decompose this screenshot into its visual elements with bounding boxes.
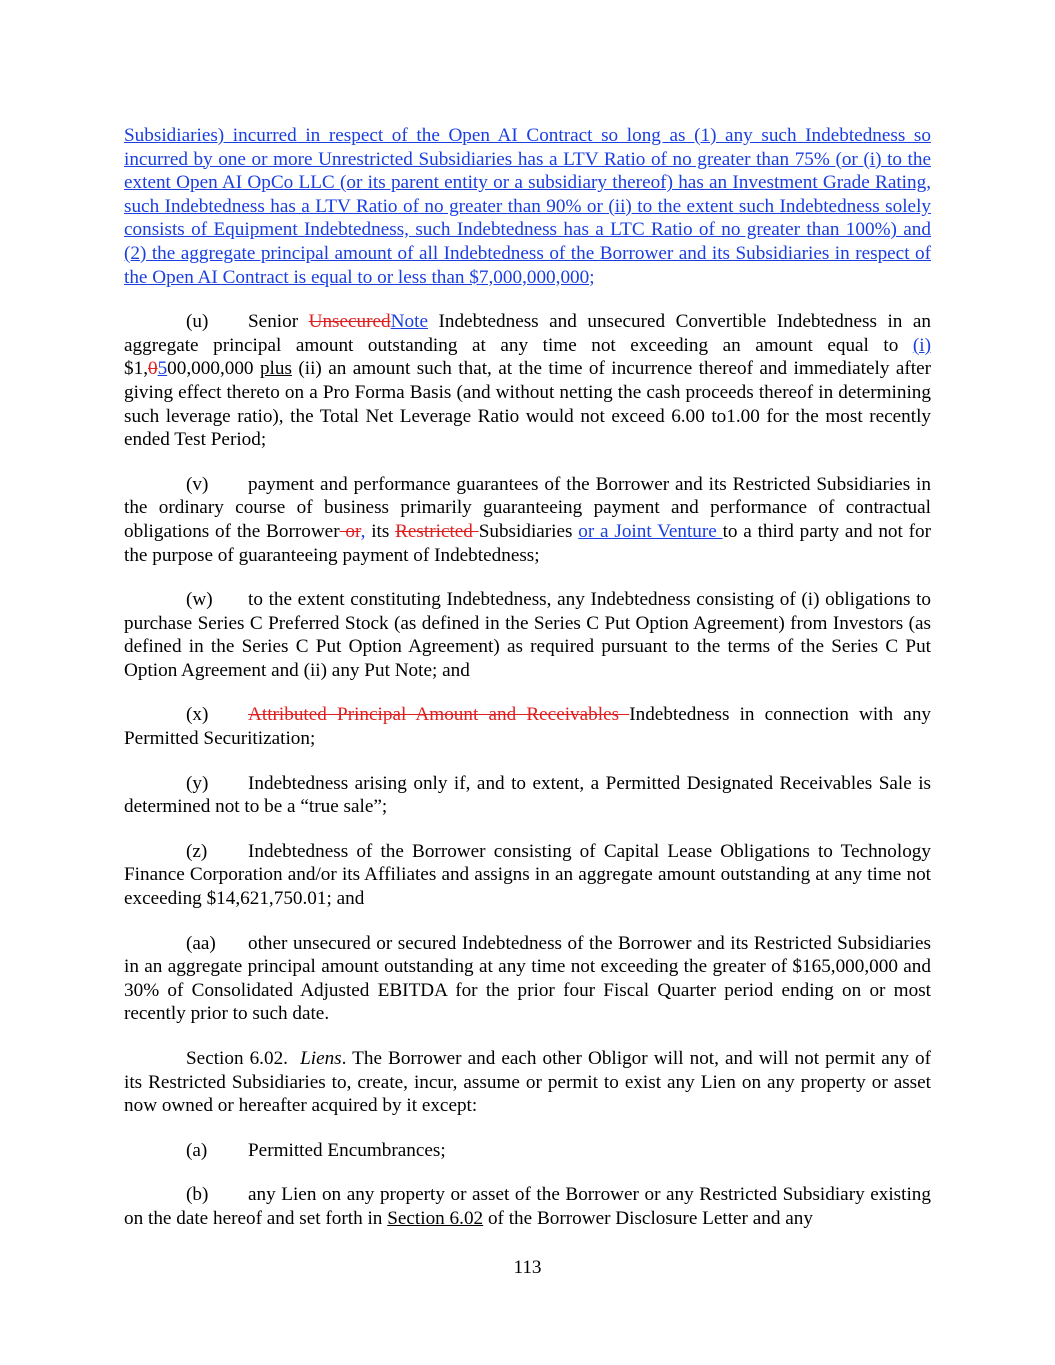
deleted-text: Restricted	[395, 520, 479, 542]
clause-label: (b)	[186, 1184, 209, 1206]
inserted-text: Subsidiaries) incurred in respect of the Open AI Contract so long as (1) any such Indebtedness so incurred by one or more Unrestricted Subsidiaries has a LTV Ratio of no greater than 75% (or (i) to the extent Open AI OpCo LLC (or its parent entity or a subsidiary thereof) has an Investment Grade Rating, such Indebtedness has a LTV Ratio of no greater than 90% or (ii) to the extent such Indebtedness solely consists of Equipment Indebtedness, such Indebtedness has a LTC Ratio of no greater than 100%) and (2) the aggregate principal amount of all Indebtedness of the Borrower and its Subsidiaries in respect of the Open AI Contract is equal to or less than $7,000,000,000;	[124, 125, 931, 288]
clause-a	[124, 1139, 931, 1163]
inserted-text: 5	[157, 358, 168, 380]
deleted-text: Unsecured	[308, 311, 391, 333]
inserted-text: (i)	[912, 334, 931, 356]
deleted-text: or	[339, 520, 361, 542]
clause-z	[124, 840, 931, 911]
clause-text: to the extent constituting Indebtedness, any Indebtedness consisting of (i) obligations to purchase Series C Preferred Stock (as defined in the Series C Put Option Agreement) from Investors (as defined in the Series C Put Option Agreement) as required pursuant to the terms of the Series C Put Option Agreement and (ii) any Put Note; and	[124, 589, 931, 681]
clause-w	[124, 588, 931, 682]
deleted-text: Attributed Principal Amount and Receivables	[248, 704, 630, 726]
clause-label: (x)	[186, 704, 209, 726]
clause-text: (ii) an amount such that, at the time of incurrence thereof and immediately after giving effect thereto on a Pro Forma Basis (and without netting the cash proceeds thereof in determining such leverage ratio), the Total Net Leverage Ratio would not exceed 6.00 to1.00 for the most recently ended Test Period;	[124, 358, 932, 451]
clause-u	[124, 310, 931, 452]
section-6-02	[124, 1047, 931, 1118]
clause-text: Indebtedness and unsecured Convertible Indebtedness in an aggregate principal amount outstanding at any time not exceeding an amount equal to	[124, 311, 931, 356]
underlined-text: plus	[259, 358, 292, 380]
inserted-text: Note	[390, 311, 428, 333]
clause-label: (y)	[186, 772, 209, 794]
clause-label: (w)	[186, 589, 213, 611]
clause-text: Indebtedness arising only if, and to extent, a Permitted Designated Receivables Sale is determined not to be a “true sale”;	[124, 772, 931, 818]
clause-text: Indebtedness in connection with any Permitted Securitization;	[124, 704, 932, 750]
clause-label: (u)	[186, 311, 209, 333]
clause-aa	[124, 932, 931, 1026]
inserted-text: ,	[360, 520, 366, 542]
clause-b	[124, 1183, 931, 1230]
deleted-text: 0	[147, 358, 158, 380]
clause-text: Senior	[248, 311, 309, 333]
clause-text: its	[365, 520, 396, 542]
paragraph-intro	[124, 124, 931, 289]
section-number: Section 6.02.	[186, 1048, 288, 1069]
page-number: 113	[513, 1257, 542, 1278]
clause-x	[124, 703, 931, 750]
clause-label: (z)	[186, 840, 208, 862]
clause-text: payment and performance guarantees of the Borrower and its Restricted Subsidiaries in the ordinary course of business primarily guaranteeing payment and performance of contractual obligations of the Borrower	[124, 473, 931, 542]
clause-label: (a)	[186, 1139, 208, 1161]
section-title: Liens	[300, 1048, 342, 1069]
section-text: . The Borrower and each other Obligor will not, and will not permit any of its Restricted Subsidiaries to, create, incur, assume or permit to exist any Lien on any property or asset now owned or hereafter acquired by it except:	[124, 1048, 931, 1117]
clause-text: of the Borrower Disclosure Letter and any	[483, 1207, 813, 1229]
clause-y	[124, 772, 931, 819]
clause-text: to a third party and not for the purpose of guaranteeing payment of Indebtedness;	[124, 520, 931, 566]
clause-text: other unsecured or secured Indebtedness of the Borrower and its Restricted Subsidiaries in an aggregate principal amount outstanding at any time not exceeding the greater of $165,000,000 and 30% of Consolidated Adjusted EBITDA for the prior four Fiscal Quarter period ending on or most recently prior to such date.	[124, 932, 931, 1025]
clause-text: Subsidiaries	[478, 520, 579, 542]
underlined-text: Section 6.02	[387, 1207, 484, 1229]
clause-text: $1,	[124, 358, 148, 380]
clause-text: Permitted Encumbrances;	[248, 1139, 446, 1161]
clause-text: Indebtedness of the Borrower consisting of Capital Lease Obligations to Technology Finance Corporation and/or its Affiliates and assigns in an aggregate amount outstanding at any time not exceeding $14,621,750.01; and	[124, 840, 931, 910]
clause-label: (aa)	[186, 932, 216, 954]
document-page	[124, 124, 931, 1252]
clause-text: 00,000,000	[167, 358, 260, 380]
clause-label: (v)	[186, 473, 209, 495]
clause-text: any Lien on any property or asset of the Borrower or any Restricted Subsidiary existing on the date hereof and set forth in	[124, 1184, 931, 1229]
inserted-text: or a Joint Venture	[578, 520, 723, 542]
clause-v	[124, 473, 931, 567]
